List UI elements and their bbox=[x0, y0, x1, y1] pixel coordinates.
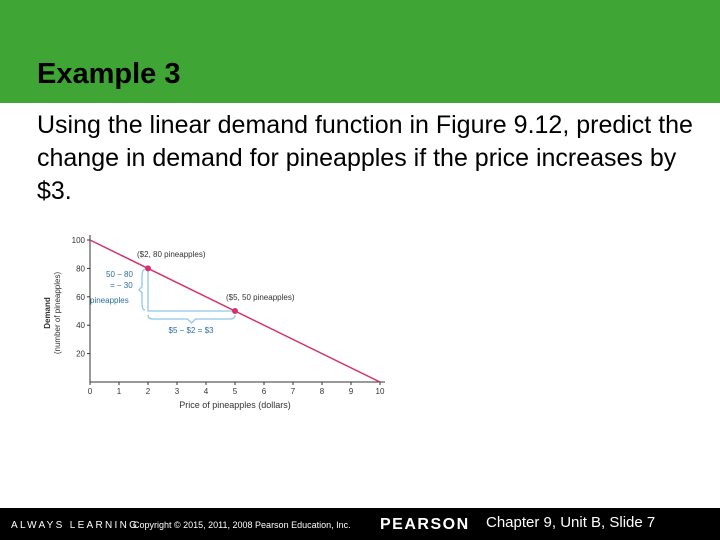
x-tick-label: 3 bbox=[174, 387, 180, 396]
y-axis-label-line2: (number of pineapples) bbox=[53, 271, 62, 355]
x-tick-label: 5 bbox=[232, 387, 238, 396]
slide-reference: Chapter 9, Unit B, Slide 7 bbox=[486, 514, 656, 531]
rise-annotation-line2: = − 30 bbox=[110, 281, 133, 290]
x-tick-label: 10 bbox=[375, 387, 385, 396]
footer-bar bbox=[0, 508, 720, 540]
pearson-logo: PEARSON bbox=[380, 516, 470, 533]
footer-copyright: Copyright © 2015, 2011, 2008 Pearson Education, Inc. bbox=[133, 520, 351, 530]
data-point-5-50 bbox=[232, 308, 238, 314]
y-tick-label: 60 bbox=[76, 292, 85, 302]
slide-title: Example 3 bbox=[37, 58, 181, 90]
rise-annotation-line3: pineapples bbox=[90, 296, 129, 305]
x-tick-label: 0 bbox=[87, 387, 93, 396]
chart-ticks bbox=[72, 236, 385, 396]
x-tick-label: 6 bbox=[261, 387, 267, 396]
run-annotation: $5 − $2 = $3 bbox=[168, 326, 214, 335]
point-label-5-50: ($5, 50 pineapples) bbox=[226, 293, 295, 302]
x-tick-label: 2 bbox=[145, 387, 151, 396]
rise-annotation-line1: 50 − 80 bbox=[106, 270, 133, 279]
x-tick-label: 4 bbox=[203, 387, 209, 396]
y-tick-label: 100 bbox=[71, 236, 85, 245]
data-point-2-80 bbox=[145, 265, 151, 271]
demand-chart bbox=[40, 225, 390, 415]
x-tick-label: 7 bbox=[290, 387, 296, 396]
y-axis-label-line1: Demand bbox=[43, 297, 52, 329]
x-axis-label: Price of pineapples (dollars) bbox=[179, 400, 291, 410]
x-tick-label: 9 bbox=[348, 387, 354, 396]
run-bracket bbox=[148, 315, 235, 323]
y-tick-label: 40 bbox=[76, 321, 85, 331]
point-label-2-80: ($2, 80 pineapples) bbox=[137, 250, 206, 259]
x-tick-label: 8 bbox=[319, 387, 325, 396]
y-tick-label: 20 bbox=[76, 349, 85, 359]
slide-body-text: Using the linear demand function in Figure 9.12, predict the change in demand for pineapples if the price increases by $3. bbox=[37, 111, 693, 205]
footer-tagline: ALWAYS LEARNING bbox=[11, 520, 140, 531]
y-tick-label: 80 bbox=[76, 264, 85, 274]
x-tick-label: 1 bbox=[116, 387, 122, 396]
